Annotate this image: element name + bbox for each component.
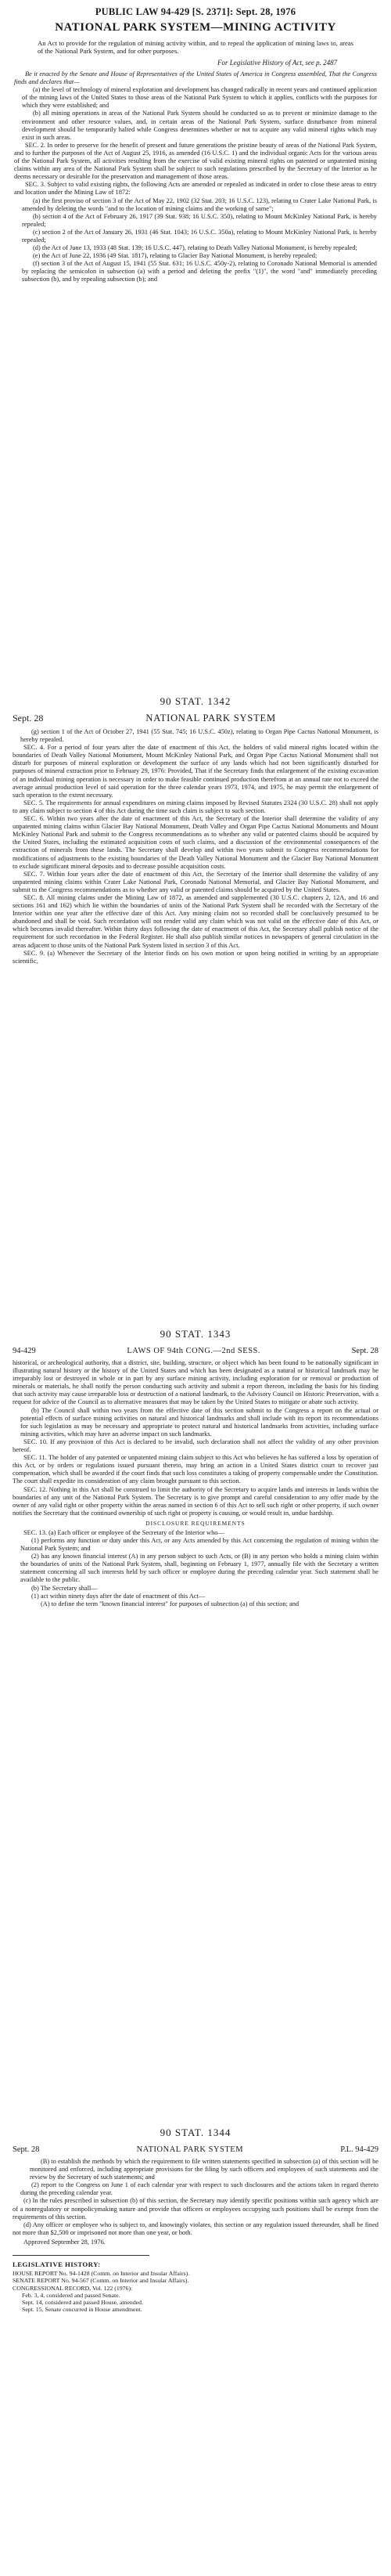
paragraph: (d) Any officer or employee who is subject to, and knowingly violates, this section or any regulation issued thereunder, shall be fined not more than $2,500 or imprisoned not more than one year, or both. [13,2221,378,2236]
section-11: SEC. 11. The holder of any patented or unpatented mining claim subject to this Act who believes he has suffered a loss by operation of this Act, or by orders or regulations issued pursuant thereto, may bring an action in a United States district court to recover just compensation, which shall be awarded if the court finds that such loss constitutes a taking of property compensable under the Constitution. The court shall expedite its consideration of any claim brought pursuant to this section. [13,1454,378,1485]
section-12: SEC. 12. Nothing in this Act shall be construed to limit the authority of the Secretary to acquire lands and interests in lands within the boundaries of any unit of the National Park System. The Secretary is to give prompt and careful consideration to any offer made by the owner of any valid right or other property within the areas named in section 6 of this Act to sell such right or other property, if such owner notifies the Secretary that the continued ownership of such right or property is causing, or would result in, undue hardship. [13,1485,378,1517]
page-number: 90 STAT. 1343 [160,1328,231,1340]
legislative-history [13,2270,378,2314]
paragraph: (1) performs any function or duty under this Act, or any Acts amended by this Act concerning the regulation of mining within the National Park System; and [20,1536,378,1553]
paragraph: historical, or archeological authority, that a district, site, building, structure, or object which has been found to be nationally significant in illustrating natural history or the history of the United States and which has been designated as a natural or historical landmark may be irreparably lost or destroyed in whole or in part by any surface mining activity, including exploration for or removal or production of minerals or materials, he shall notify the person conducting such activity and submit a report thereon, including the basis for his finding that such activity may cause irreparable loss or destruction of a national landmark, to the Advisory Council on Historic Preservation, with a request for advice of the Council as to alternative measures that may be taken by the United States to mitigate or abate such activity. [13,1359,378,1406]
paragraph: (e) the Act of June 22, 1936 (49 Stat. 1817), relating to Glacier Bay National Monument, is hereby repealed; [33,252,317,260]
history-line: Sept. 14, considered and passed House, amended. [22,2299,144,2307]
paragraph: (1) act within ninety days after the date of enactment of this Act— [31,1592,206,1600]
paragraph: (a) the level of technology of mineral exploration and development has changed radically in recent years and continued application of the mining laws of the United States to those areas of the National Park System to which it applies, conflicts with the purposes for which they were established; and [22,86,377,110]
section-3: SEC. 3. Subject to valid existing rights, the following Acts are amended or repealed as indicated in order to close these areas to entry and location under the Mining Law of 1872: [14,181,377,197]
enacting-clause: Be it enacted by the Senate and House of Representatives of the United States of America in Congress assembled, That the Congress finds and declares that— [14,70,377,86]
running-head [13,1347,378,1356]
section-6: SEC. 6. Within two years after the date of enactment of this Act, the Secretary of the Interior shall determine the validity of any unpatented mining claims within Glacier Bay National Monument, Death Valley and Organ Pipe Cactus National Monuments and Mount McKinley National Park and submit to the Congress recommendations as to whether any valid or patented claims should be acquired by the United States, including the estimated acquisition costs of such claims, and a discussion of the environmental consequences of the extraction of minerals from these lands. The Secretary shall develop and within two years submit to Congress recommendations for modifications of adjustments to the existing boundaries of the Death Valley National Monument and the Glacier Bay National Monument to exclude significant mineral deposits and to decrease possible acquisition costs. [13,815,378,870]
page-number: 90 STAT. 1342 [160,695,231,707]
section-13: SEC. 13. (a) Each officer or employee of the Secretary of the Interior who— [23,1528,224,1536]
section-4: SEC. 4. For a period of four years after the date of enactment of this Act, the holders of valid mineral rights located within the boundaries of Death Valley National Monument, Mount McKinley National Park, and Organ Pipe Cactus National Monument shall not disturb for purposes of mineral exploration or development the surface of any lands which had not been significantly disturbed for purposes of mineral extraction prior to February 29, 1976: Provided, That if the Secretary finds that enlargement of the existing excavation of an individual mining operation is necessary in order to make feasible continued production therefrom at an annual rate not to exceed the average annual production level of said operation for the three calendar years 1973, 1974, and 1975, he may permit the enlargement of such operation to the extent necessary. [13,744,378,799]
running-head-left: Sept. 28 [13,2145,40,2154]
running-head-right: P.L. 94-429 [340,2145,378,2154]
page-3 [0,1347,391,2145]
page-2 [0,713,391,1347]
paragraph: (b) The Council shall within two years from the effective date of this section submit to the Congress a report on the actual or potential effects of surface mining activities on natural and historical landmarks and shall include with its report its recommendations for such legislation as may be necessary and appropriate to protect natural and historical landmarks from activities, including surface mining activities, which may have an adverse impact on such landmarks. [20,1406,378,1438]
legislative-history-note: For Legislative History of Act, see p. 2487 [217,59,338,67]
paragraph: (c) In the rules prescribed in subsection (b) of this section, the Secretary may identify specific positions within such agency which are of a nonregulatory or nonpolicymaking nature and provide that officers or employees occupying such positions shall be exempt from the requirements of this section. [13,2197,378,2221]
section-9: SEC. 9. (a) Whenever the Secretary of the Interior finds on his own motion or upon being notified in writing by an appropriate scientific, [13,949,378,965]
page-4 [0,2145,391,2576]
history-line: CONGRESSIONAL RECORD, Vol. 122 (1976): [13,2284,133,2292]
history-line: HOUSE REPORT No. 94-1428 (Comm. on Interior and Insular Affairs). [13,2269,190,2277]
legislative-history-title: LEGISLATIVE HISTORY: [13,2260,101,2268]
running-head-center: LAWS OF 94th CONG.—2nd SESS. [127,1347,260,1355]
paragraph: (a) the first proviso of section 3 of the Act of May 22, 1902 (32 Stat. 203; 16 U.S.C. 123), relating to Crater Lake National Park, is amended by deleting the words "and to the location of mining claims and the working of same"; [22,197,377,212]
act-title: NATIONAL PARK SYSTEM—MINING ACTIVITY [55,21,336,34]
section-2: SEC. 2. In order to preserve for the benefit of present and future generations the pristine beauty of areas of the National Park System, and to further the purposes of the Act of August 25, 1916, as amended (16 U.S.C. 1) and the individual organic Acts for the various areas of the National Park System, all activities resulting from the exercise of valid existing mineral rights on patented or unpatented mining claims within any area of the National Park System shall be subject to such regulations prescribed by the Secretary of the Interior as he deems necessary or desirable for the preservation and management of those areas. [14,141,377,181]
paragraph: (B) to establish the methods by which the requirement to file written statements specified in subsection (a) of this section will be monitored and enforced, including appropriate provisions for the filing by such officers and employees of such statements and the review by the Secretary of such statements; and [30,2158,378,2181]
history-line: SENATE REPORT No. 94-567 (Comm. on Interior and Insular Affairs). [13,2277,189,2285]
running-head-center: NATIONAL PARK SYSTEM [136,2145,244,2154]
section-8: SEC. 8. All mining claims under the Mining Law of 1872, as amended and supplemented (30 U.S.C. chapters 2, 12A, and 16 and sections 161 and 162) which lie within the boundaries of units of the National Park System shall be recorded with the Secretary of the Interior within one year after the effective date of this Act. Any mining claim not so recorded shall be conclusively presumed to be abandoned and shall be void. Such recordation will not render valid any claim which was not valid on the effective date of this Act, or which becomes invalid thereafter. Within thirty days following the date of enactment of this Act, the Secretary shall publish notice of the requirement for such recordation in the Federal Register. He shall also publish similar notices in newspapers of general circulation in the areas adjacent to those units of the National Park System listed in section 3 of this Act. [13,893,378,949]
paragraph: (2) has any known financial interest (A) in any person subject to such Acts, or (B) in any person who holds a mining claim within the boundaries of units of the National Park System, shall, beginning on February 1, 1977, annually file with the Secretary a written statement concerning all such interests held by such officer or employee during the preceding calendar year. Such statement shall be available to the public. [20,1553,378,1584]
approval-date: Approved September 28, 1976. [23,2238,106,2246]
divider [13,2255,149,2256]
paragraph: (f) section 3 of the Act of August 15, 1941 (55 Stat. 631; 16 U.S.C. 450y-2), relating to Coronado National Memorial is amended by replacing the semicolon in subsection (a) with a period and deleting the prefix "(1)", the word "and" immediately preceding subsection (b), and by repealing subsection (b); and [22,260,377,283]
paragraph: (g) section 1 of the Act of October 27, 1941 (55 Stat. 745; 16 U.S.C. 450z), relating to Organ Pipe Cactus National Monument, is hereby repealed. [20,728,378,744]
paragraph: (b) section 4 of the Act of February 26, 1917 (39 Stat. 938; 16 U.S.C. 350), relating to Mount McKinley National Park, is hereby repealed; [22,212,377,228]
running-head-center: NATIONAL PARK SYSTEM [145,713,276,723]
page-1 [0,0,391,713]
page-number: 90 STAT. 1344 [160,2127,231,2138]
act-intro: An Act to provide for the regulation of mining activity within, and to repeal the application of mining laws to, areas of the National Park System, and for other purposes. [38,39,353,55]
running-head [13,2145,378,2155]
running-head-right: Sept. 28 [351,1347,378,1355]
running-head-left: Sept. 28 [13,713,44,723]
paragraph: (2) report to the Congress on June 1 of each calendar year with respect to such disclosures and the actions taken in regard thereto during the preceding calendar year. [20,2181,378,2197]
history-line: Feb. 3, 4, considered and passed Senate. [22,2291,120,2299]
history-line: Sept. 15, Senate concurred in House amendment. [22,2306,142,2314]
running-head [13,713,378,725]
paragraph: (d) the Act of June 13, 1933 (48 Stat. 139; 16 U.S.C. 447), relating to Death Valley National Monument, is hereby repealed; [33,244,357,252]
paragraph: (A) to define the term "known financial interest" for purposes of subsection (a) of this section; and [41,1600,300,1607]
running-head-left: 94-429 [13,1347,36,1355]
section-10: SEC. 10. If any provision of this Act is declared to be invalid, such declaration shall not affect the validity of any other provision hereof. [13,1438,378,1454]
law-citation: PUBLIC LAW 94-429 [S. 2371]: Sept. 28, 1976 [95,6,296,17]
section-7: SEC. 7. Within four years after the date of enactment of this Act, the Secretary of the Interior shall determine the validity of any unpatented mining claims within Crater Lake National Park, Coronado National Memorial, and Glacier Bay National Monument, and submit to the Congress recommendations as to whether any valid or patented claims should be acquired by the United States. [13,870,378,893]
section-subhead: DISCLOSURE REQUIREMENTS [145,1519,246,1527]
paragraph: (c) section 2 of the Act of January 26, 1931 (46 Stat. 1043; 16 U.S.C. 350a), relating to Mount McKinley National Park, is hereby repealed; [22,228,377,244]
paragraph: (b) all mining operations in areas of the National Park System should be conducted so as to prevent or minimize damage to the environment and other resource values, and, in certain areas of the National Park System, surface disturbance from mineral development should be temporarily halted while Congress determines whether or not to acquire any valid mineral rights which may exist in such areas. [22,110,377,141]
paragraph: (b) The Secretary shall— [31,1584,98,1592]
section-5: SEC. 5. The requirements for annual expenditures on mining claims imposed by Revised Statutes 2324 (30 U.S.C. 28) shall not apply to any claim subject to section 4 of this Act during the time such claim is subject to such section. [13,799,378,814]
